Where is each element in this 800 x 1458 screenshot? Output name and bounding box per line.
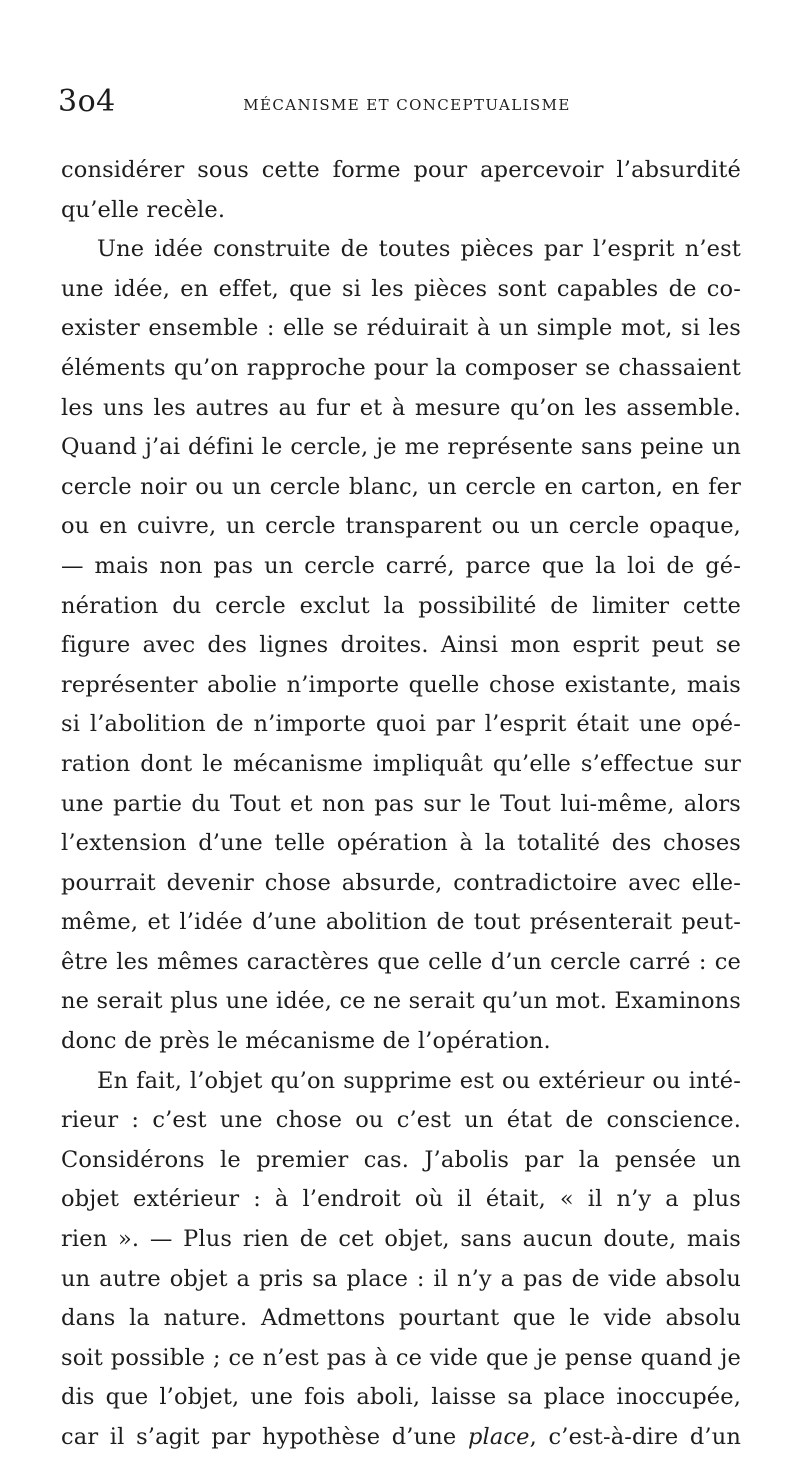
- text-line: dis que l’objet, une fois aboli, laisse sa place inoccupée,: [61, 1384, 741, 1411]
- text-line: une partie du Tout et non pas sur le Tout lui-même, alors: [61, 790, 741, 817]
- text-line: ou en cuivre, un cercle transparent ou un cercle opaque,: [61, 513, 741, 540]
- italic-word: place: [467, 1424, 530, 1450]
- text-line: Quand j’ai défini le cercle, je me représente sans peine un: [61, 434, 741, 461]
- text-line: un autre objet a pris sa place : il n’y a pas de vide absolu: [61, 1265, 741, 1292]
- text-line: objet extérieur : à l’endroit où il était, « il n’y a plus: [61, 1186, 741, 1213]
- text-line: même, et l’idée d’une abolition de tout présenterait peut-: [61, 909, 741, 936]
- text-line-last: [61, 1418, 741, 1458]
- text-line: si l’abolition de n’importe quoi par l’esprit était une opé-: [61, 711, 741, 738]
- text-line: soit possible ; ce n’est pas à ce vide que je pense quand je: [61, 1344, 741, 1371]
- text-line: ne serait plus une idée, ce ne serait qu’un mot. Examinons: [61, 988, 741, 1015]
- text-line: représenter abolie n’importe quelle chose existante, mais: [61, 671, 741, 698]
- text-fragment: , c’est-à-dire d’un: [529, 1424, 742, 1450]
- page-number: 3o4: [58, 84, 116, 119]
- body-text: [61, 151, 741, 1458]
- text-line: exister ensemble : elle se réduirait à un simple mot, si les: [61, 315, 741, 342]
- text-line: dans la nature. Admettons pourtant que le vide absolu: [61, 1305, 741, 1332]
- text-line: éléments qu’on rapproche pour la composer se chassaient: [61, 354, 741, 381]
- page-header: [52, 84, 742, 124]
- text-line: En fait, l’objet qu’on supprime est ou extérieur ou inté-: [97, 1067, 741, 1094]
- text-line: être les mêmes caractères que celle d’un cercle carré : ce: [61, 948, 741, 975]
- text-line: nération du cercle exclut la possibilité de limiter cette: [61, 592, 741, 619]
- text-line: figure avec des lignes droites. Ainsi mon esprit peut se: [61, 632, 741, 659]
- text-line: ration dont le mécanisme impliquât qu’elle s’effectue sur: [61, 750, 741, 777]
- text-line: les uns les autres au fur et à mesure qu’on les assemble.: [61, 394, 741, 421]
- text-line: Considérons le premier cas. J’abolis par la pensée un: [61, 1146, 741, 1173]
- text-line: donc de près le mécanisme de l’opération.: [61, 1028, 551, 1055]
- text-line: Une idée construite de toutes pièces par l’esprit n’est: [97, 236, 741, 263]
- running-title: MÉCANISME ET CONCEPTUALISME: [243, 96, 571, 114]
- text-line: cercle noir ou un cercle blanc, un cercle en carton, en fer: [61, 473, 741, 500]
- text-line: considérer sous cette forme pour apercevoir l’absurdité: [61, 157, 741, 183]
- text-line: rien ». — Plus rien de cet objet, sans aucun doute, mais: [61, 1226, 741, 1253]
- text-line: qu’elle recèle.: [61, 196, 226, 223]
- text-line: l’extension d’une telle opération à la totalité des choses: [61, 830, 741, 857]
- text-line: une idée, en effet, que si les pièces sont capables de co-: [61, 275, 741, 302]
- text-line: — mais non pas un cercle carré, parce que la loi de gé-: [61, 552, 741, 579]
- text-fragment: car il s’agit par hypothèse d’une: [61, 1424, 468, 1450]
- text-line: rieur : c’est une chose ou c’est un état de conscience.: [61, 1107, 741, 1134]
- text-line: pourrait devenir chose absurde, contradictoire avec elle-: [61, 869, 741, 896]
